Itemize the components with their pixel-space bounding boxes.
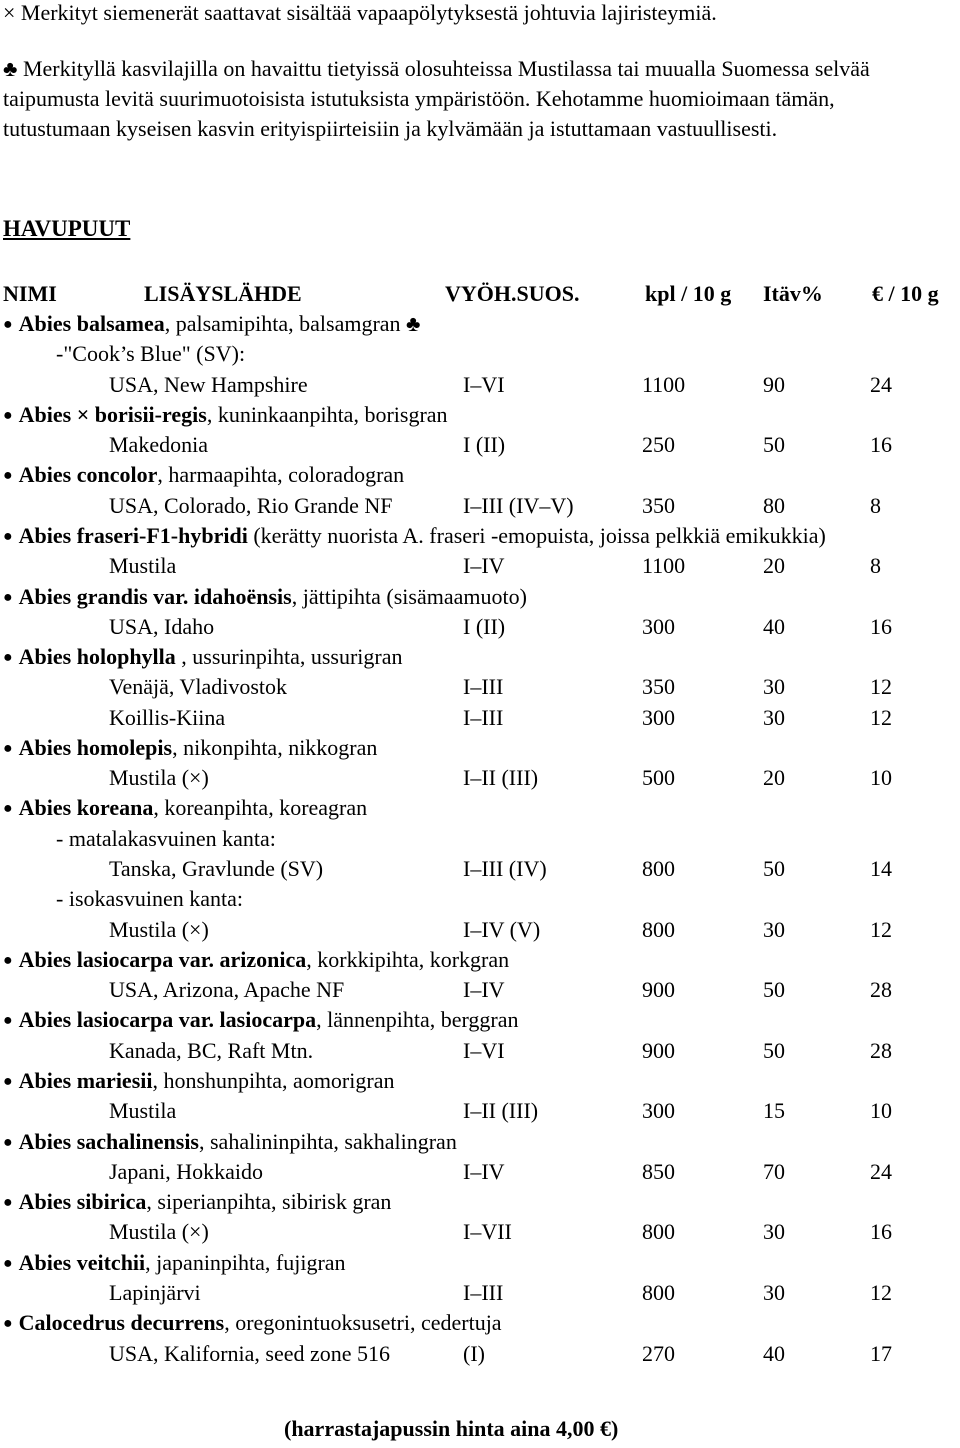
seed-lot-row [0,1217,960,1247]
price-per-10g: 16 [870,432,892,458]
germination-percent: 40 [763,613,785,639]
seed-lot-row [0,370,960,400]
strain-label: - matalakasvuinen kanta: [56,825,276,851]
seeds-per-10g: 800 [642,1219,675,1245]
species-entry [3,460,404,493]
hardiness-zone: I–III [463,1279,504,1305]
species-scientific-name: Abies × borisii-regis [18,401,207,427]
seeds-per-10g: 800 [642,856,675,882]
subheading-row [0,339,960,369]
species-common-names: , korkkipihta, korkgran [306,946,510,972]
species-common-names: , siperianpihta, sibirisk gran [146,1189,392,1215]
bullet-icon: ● [3,1254,13,1272]
seeds-per-10g: 300 [642,1098,675,1124]
seed-source: Mustila [109,553,177,579]
germination-percent: 30 [763,704,785,730]
hardiness-zone: I–II (III) [463,765,539,791]
species-entry [3,309,421,342]
price-per-10g: 8 [870,553,881,579]
hardiness-zone: I–VI [463,371,505,397]
subheading-row [0,824,960,854]
species-entry [3,1248,346,1281]
hardiness-zone: I–II (III) [463,1098,539,1124]
species-row [0,521,960,551]
column-header-source: LISÄYSLÄHDE [144,281,302,306]
note-club-line-3: tutustumaan kyseisen kasvin erityispiirteisiin ja kylvämään ja istuttamaan vastuullisesti. [3,116,778,141]
species-entry [3,582,527,615]
species-scientific-name: Abies grandis var. idahoënsis [18,583,292,609]
price-per-10g: 14 [870,856,892,882]
seeds-per-10g: 800 [642,1279,675,1305]
price-per-10g: 28 [870,977,892,1003]
seed-source: USA, Colorado, Rio Grande NF [109,492,393,518]
seed-lot-row [0,1036,960,1066]
seed-source: USA, New Hampshire [109,371,308,397]
species-common-names: , jättipihta (sisämaamuoto) [291,583,527,609]
species-row [0,793,960,823]
hardiness-zone: I–III [463,674,504,700]
bullet-icon: ● [3,1133,13,1151]
seeds-per-10g: 300 [642,613,675,639]
seeds-per-10g: 800 [642,916,675,942]
seed-lot-row [0,1157,960,1187]
species-scientific-name: Abies fraseri-F1-hybridi [18,522,248,548]
species-row [0,1066,960,1096]
seeds-per-10g: 1100 [642,553,686,579]
germination-percent: 20 [763,765,785,791]
species-scientific-name: Abies concolor [18,462,158,488]
hardiness-zone: I–IV [463,977,505,1003]
species-row [0,1005,960,1035]
seeds-per-10g: 270 [642,1340,675,1366]
species-entry [3,945,509,978]
strain-label: -"Cook’s Blue" (SV): [56,341,246,367]
note-club-line-2: taipumusta levitä suurimuotoisista istutuksista ympäristöön. Kehotamme huomioimaan tämän, [3,86,835,111]
species-common-names: , nikonpihta, nikkogran [172,734,378,760]
hardiness-zone: I–III [463,704,504,730]
seed-lot-row [0,1339,960,1369]
hardiness-zone: I–IV [463,1158,505,1184]
note-club-line-1: ♣ Merkityllä kasvilajilla on havaittu tietyissä olosuhteissa Mustilassa tai muualla Suomessa selvää [3,56,870,81]
species-entry [3,642,402,675]
hardiness-zone: I (II) [463,432,506,458]
price-per-10g: 17 [870,1340,892,1366]
bullet-icon: ● [3,527,13,545]
species-common-names: , palsamipihta, balsamgran ♣ [164,311,421,336]
germination-percent: 90 [763,371,785,397]
species-row [0,1187,960,1217]
seed-source: Mustila (×) [109,765,209,791]
species-entry [3,400,448,433]
seed-source: USA, Idaho [109,613,215,639]
seed-source: Mustila [109,1098,177,1124]
section-title: HAVUPUUT [3,216,131,241]
species-scientific-name: Abies holophylla [18,644,176,670]
species-row [0,945,960,975]
seed-source: Venäjä, Vladivostok [109,674,288,700]
hardiness-zone: I–VII [463,1219,512,1245]
seeds-per-10g: 1100 [642,371,686,397]
seeds-per-10g: 350 [642,492,675,518]
hardiness-zone: I–IV [463,553,505,579]
seed-source: Lapinjärvi [109,1279,201,1305]
germination-percent: 70 [763,1158,785,1184]
seeds-per-10g: 350 [642,674,675,700]
species-common-names: , kuninkaanpihta, borisgran [206,401,448,427]
bullet-icon: ● [3,800,13,818]
bullet-icon: ● [3,588,13,606]
species-row [0,1127,960,1157]
seeds-per-10g: 500 [642,765,675,791]
seed-lot-row [0,915,960,945]
species-entry [3,1127,457,1160]
price-per-10g: 24 [870,371,892,397]
hardiness-zone: I–IV (V) [463,916,541,942]
seed-source: Makedonia [109,432,208,458]
seed-lot-row [0,1096,960,1126]
bullet-icon: ● [3,1194,13,1212]
bullet-icon: ● [3,406,13,424]
bullet-icon: ● [3,649,13,667]
species-entry [3,733,377,766]
column-header-name: NIMI [3,281,57,306]
species-common-names: , sahalininpihta, sakhalingran [199,1128,457,1154]
species-entry [3,793,367,826]
species-scientific-name: Abies veitchii [18,1249,146,1275]
seeds-per-10g: 850 [642,1158,675,1184]
species-common-names: , ussurinpihta, ussurigran [175,644,403,670]
species-entry [3,1005,519,1038]
seed-lot-row [0,703,960,733]
species-row [0,582,960,612]
price-per-10g: 16 [870,613,892,639]
species-common-names: , oregonintuoksusetri, cedertuja [224,1310,502,1336]
germination-percent: 50 [763,432,785,458]
hardiness-zone: (I) [463,1340,485,1366]
price-per-10g: 12 [870,674,892,700]
hardiness-zone: I–III (IV–V) [463,492,574,518]
species-common-names: , harmaapihta, coloradogran [157,462,405,488]
bullet-icon: ● [3,1315,13,1333]
seed-lot-row [0,491,960,521]
column-header-itav: Itäv% [763,281,823,306]
species-entry [3,1066,394,1099]
species-scientific-name: Abies lasiocarpa var. arizonica [18,946,307,972]
species-common-names: (kerätty nuorista A. fraseri -emopuista, joissa pelkkiä emikukkia) [247,522,826,548]
germination-percent: 30 [763,1279,785,1305]
seed-source: Mustila (×) [109,916,209,942]
price-per-10g: 10 [870,765,892,791]
seed-source: Koillis-Kiina [109,704,226,730]
seed-source: USA, Kalifornia, seed zone 516 [109,1340,391,1366]
germination-percent: 30 [763,1219,785,1245]
column-header-price: € / 10 g [872,281,939,306]
seed-source: Mustila (×) [109,1219,209,1245]
germination-percent: 80 [763,492,785,518]
bullet-icon: ● [3,467,13,485]
seeds-per-10g: 900 [642,1037,675,1063]
bullet-icon: ● [3,1073,13,1090]
footer-price-note: (harrastajapussin hinta aina 4,00 €) [284,1416,619,1441]
seed-lot-row [0,1278,960,1308]
seed-lot-row [0,551,960,581]
price-per-10g: 8 [870,492,881,518]
species-scientific-name: Calocedrus decurrens [18,1310,225,1336]
seed-lot-row [0,854,960,884]
germination-percent: 30 [763,916,785,942]
seed-lot-row [0,763,960,793]
species-common-names: , koreanpihta, koreagran [153,795,368,821]
species-row [0,642,960,672]
seed-lot-row [0,430,960,460]
germination-percent: 20 [763,553,785,579]
price-per-10g: 12 [870,916,892,942]
seeds-per-10g: 300 [642,704,675,730]
species-entry [3,521,826,554]
species-scientific-name: Abies lasiocarpa var. lasiocarpa [18,1007,317,1033]
column-header-kpl: kpl / 10 g [645,281,732,306]
seed-source: USA, Arizona, Apache NF [109,977,345,1003]
hardiness-zone: I (II) [463,613,506,639]
seed-source: Japani, Hokkaido [109,1158,263,1184]
seed-lot-row [0,975,960,1005]
strain-label: - isokasvuinen kanta: [56,886,243,912]
species-row [0,400,960,430]
species-scientific-name: Abies koreana [18,795,154,821]
germination-percent: 30 [763,674,785,700]
bullet-icon: ● [3,739,13,757]
species-scientific-name: Abies mariesii [18,1068,153,1093]
species-row [0,1248,960,1278]
germination-percent: 15 [763,1098,785,1124]
species-common-names: , japaninpihta, fujigran [145,1249,346,1275]
subheading-row [0,884,960,914]
bullet-icon: ● [3,316,13,333]
price-per-10g: 10 [870,1098,892,1124]
species-scientific-name: Abies balsamea [18,311,165,336]
bullet-icon: ● [3,951,13,969]
species-entry [3,1187,391,1220]
price-per-10g: 12 [870,704,892,730]
species-row [0,733,960,763]
price-per-10g: 28 [870,1037,892,1063]
column-header-zone: VYÖH.SUOS. [445,281,580,306]
germination-percent: 40 [763,1340,785,1366]
price-per-10g: 12 [870,1279,892,1305]
seeds-per-10g: 250 [642,432,675,458]
species-common-names: , lännenpihta, berggran [316,1007,519,1033]
seeds-per-10g: 900 [642,977,675,1003]
species-scientific-name: Abies homolepis [18,734,173,760]
germination-percent: 50 [763,1037,785,1063]
hardiness-zone: I–VI [463,1037,505,1063]
germination-percent: 50 [763,977,785,1003]
price-per-10g: 24 [870,1158,892,1184]
seed-lot-row [0,672,960,702]
price-per-10g: 16 [870,1219,892,1245]
species-row [0,1308,960,1338]
species-common-names: , honshunpihta, aomorigran [152,1068,395,1093]
bullet-icon: ● [3,1012,13,1030]
species-entry [3,1308,502,1341]
germination-percent: 50 [763,856,785,882]
species-row [0,460,960,490]
species-scientific-name: Abies sachalinensis [18,1128,199,1154]
species-row [0,309,960,339]
note-cross: × Merkityt siemenerät saattavat sisältää vapaapölytyksestä johtuvia lajiristeymiä. [3,0,717,25]
hardiness-zone: I–III (IV) [463,856,547,882]
seed-source: Kanada, BC, Raft Mtn. [109,1037,314,1063]
seed-lot-row [0,612,960,642]
seed-source: Tanska, Gravlunde (SV) [109,856,324,882]
species-scientific-name: Abies sibirica [18,1189,147,1215]
